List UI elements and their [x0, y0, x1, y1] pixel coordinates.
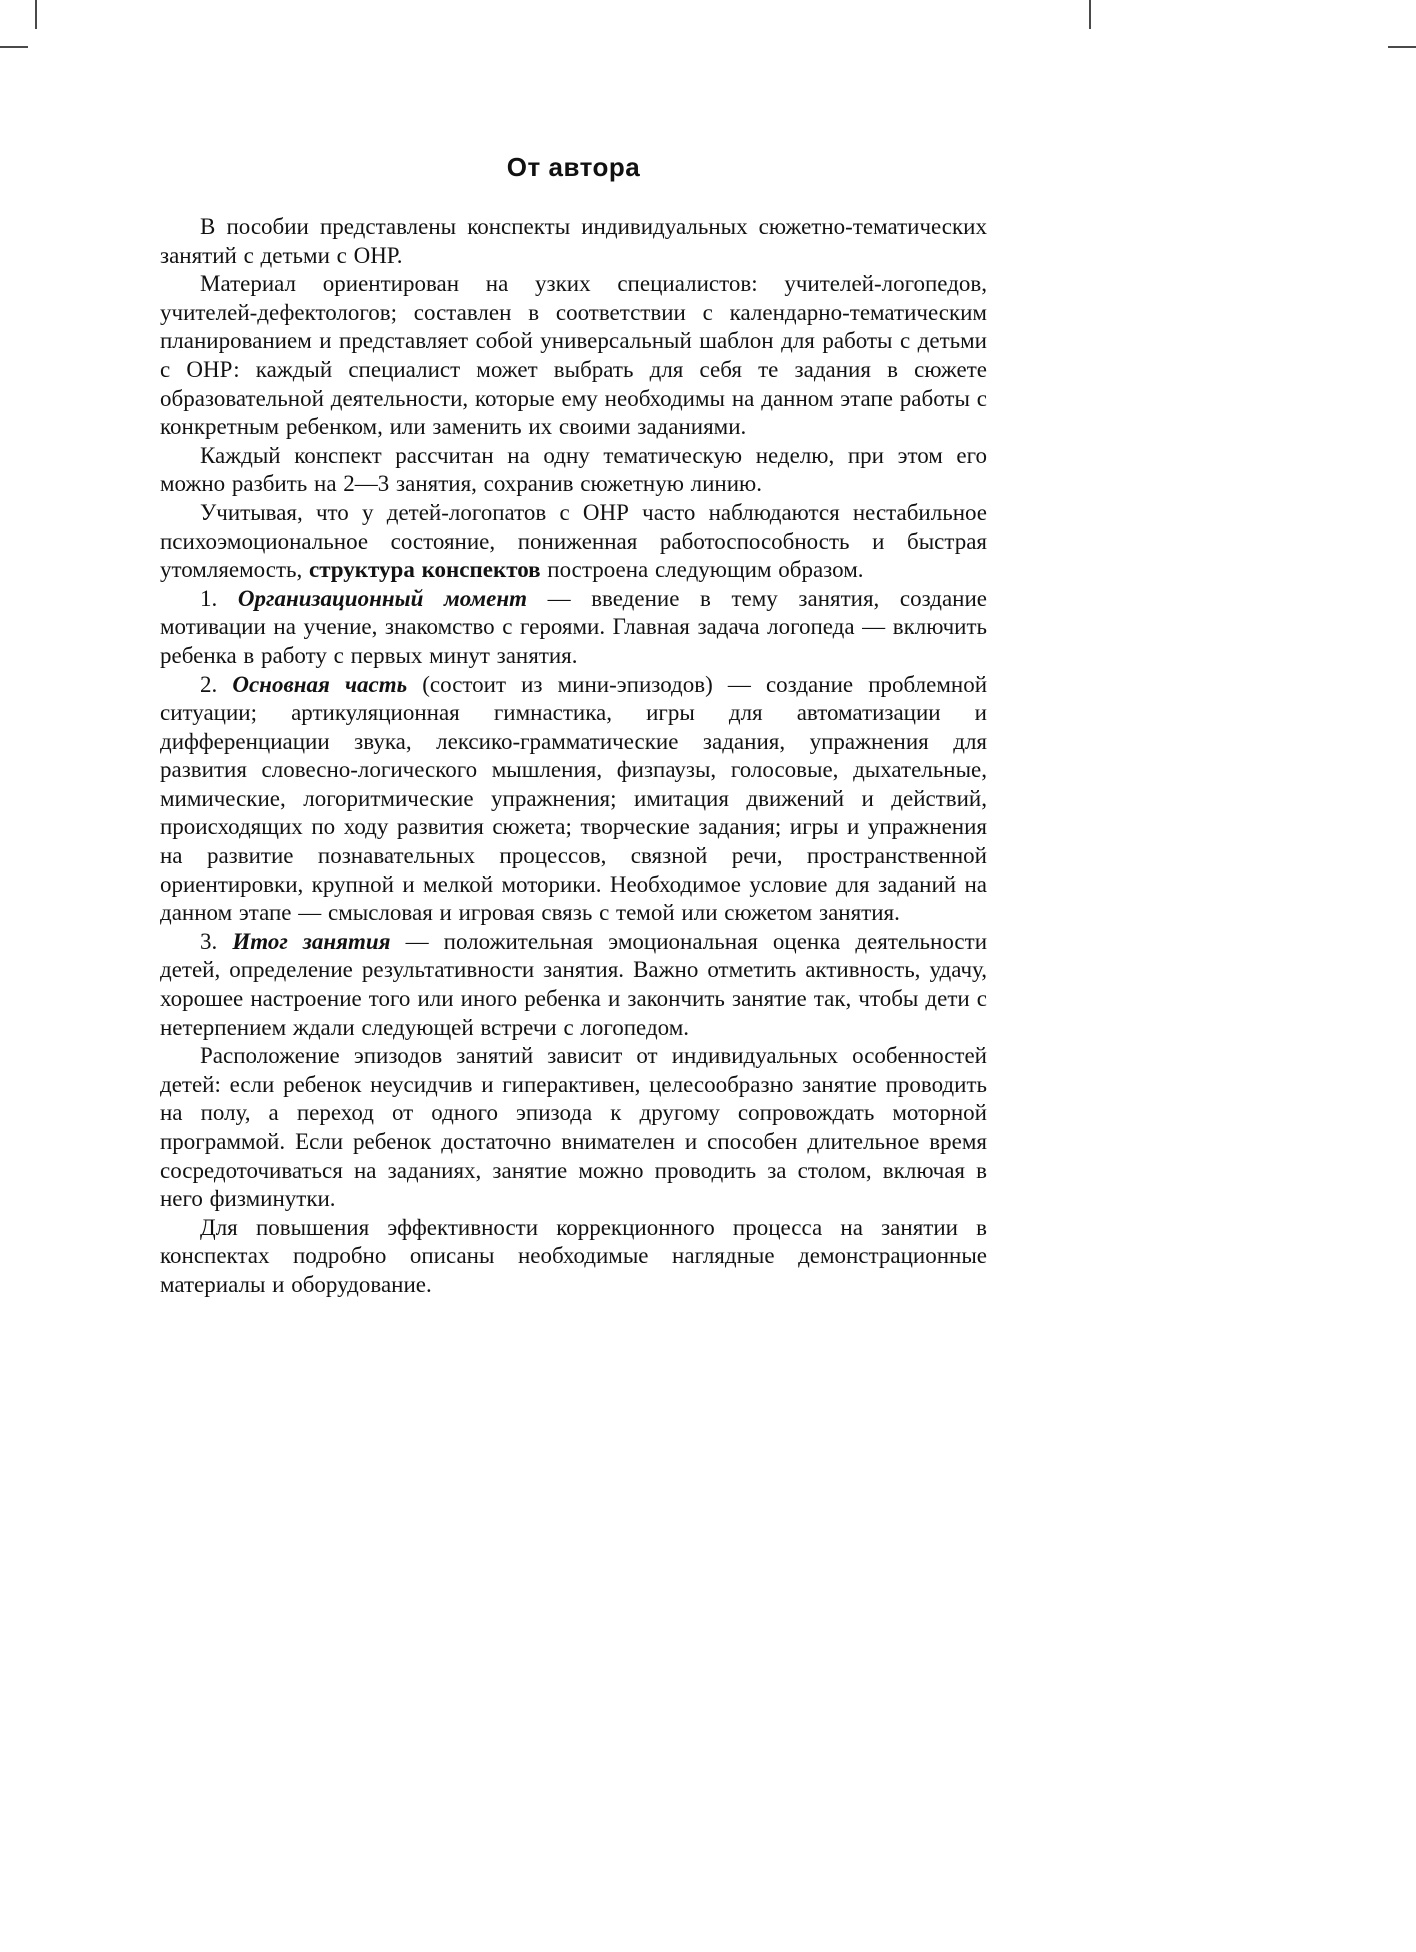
text-segment: Основная часть — [232, 671, 408, 697]
text-segment: Учитывая, что у детей-логопатов с ОНР часто наблюдаются нестабильное психоэмоциональное состояние, пониженная работоспособность и быстрая утомляемость, — [160, 499, 987, 583]
body-paragraphs — [160, 213, 987, 1300]
paragraph — [160, 1214, 987, 1300]
text-segment: — положительная эмоциональная оценка деятельности детей, определение результативности занятия. Важно отметить активность, удачу, хорошее настроение того или иного ребенка и закончить занятие так, чтобы дети с нетерпением ждали следующей встречи с логопедом. — [160, 928, 987, 1040]
paragraph — [160, 585, 987, 671]
text-segment: 3. — [200, 928, 233, 954]
crop-mark-top-left-vertical — [35, 0, 37, 29]
paragraph — [160, 671, 987, 928]
paragraph — [160, 1042, 987, 1214]
text-segment: Каждый конспект рассчитан на одну тематическую неделю, при этом его можно разбить на 2—3 занятия, сохранив сюжетную линию. — [160, 442, 987, 497]
text-segment: структура конспектов — [309, 557, 541, 583]
crop-mark-top-right-vertical — [1089, 0, 1091, 29]
paragraph — [160, 270, 987, 442]
text-segment: (состоит из мини-эпизодов) — создание проблемной ситуации; артикуляционная гимнастика, игры для автоматизации и дифференциации звука, лексико-грамматические задания, упражнения для развития словесно-логического мышления, физпаузы, голосовые, дыхательные, мимические, логоритмические упражнения; имитация движений и действий, происходящих по ходу развития сюжета; творческие задания; игры и упражнения на развитие познавательных процессов, связной речи, пространственной ориентировки, крупной и мелкой моторики. Необходимое условие для заданий на данном этапе — смысловая и игровая связь с темой или сюжетом занятия. — [160, 671, 987, 926]
text-segment: построена следующим образом. — [540, 557, 864, 583]
paragraph — [160, 499, 987, 585]
crop-mark-top-right-horizontal — [1388, 46, 1416, 48]
text-block — [160, 152, 987, 1300]
text-segment: — введение в тему занятия, создание мотивации на учение, знакомство с героями. Главная задача логопеда — включить ребенка в работу с первых минут занятия. — [160, 585, 988, 668]
text-segment: Итог занятия — [232, 928, 391, 954]
text-segment: 2. — [200, 671, 233, 697]
crop-mark-top-left-horizontal — [0, 46, 28, 48]
paragraph — [160, 213, 987, 270]
page-title: От автора — [506, 152, 641, 182]
text-segment: В пособии представлены конспекты индивидуальных сюжетно-тематических занятий с детьми с ОНР. — [160, 214, 987, 268]
text-segment: Для повышения эффективности коррекционного процесса на занятии в конспектах подробно описаны необходимые наглядные демонстрационные материалы и оборудование. — [160, 1214, 987, 1297]
text-segment: Расположение эпизодов занятий зависит от индивидуальных особенностей детей: если ребенок неусидчив и гиперактивен, целесообразно занятие проводить на полу, а переход от одного эпизода к другому сопровождать моторной программой. Если ребенок достаточно внимателен и способен длительное время сосредоточиваться на заданиях, занятие можно проводить за столом, включая в него физминутки. — [160, 1043, 987, 1212]
paragraph — [160, 928, 987, 1042]
text-segment: Материал ориентирован на узких специалистов: учителей-логопедов, учителей-дефектологов; составлен в соответствии с календарно-тематическим планированием и представляет собой универсальный шаблон для работы с детьми с ОНР: каждый специалист может выбрать для себя те задания в сюжете образовательной деятельности, которые ему необходимы на данном этапе работы с конкретным ребенком, или заменить их своими заданиями. — [160, 271, 987, 440]
text-segment: 1. — [200, 585, 238, 611]
paragraph — [160, 442, 987, 499]
text-segment: Организационный момент — [237, 585, 527, 611]
